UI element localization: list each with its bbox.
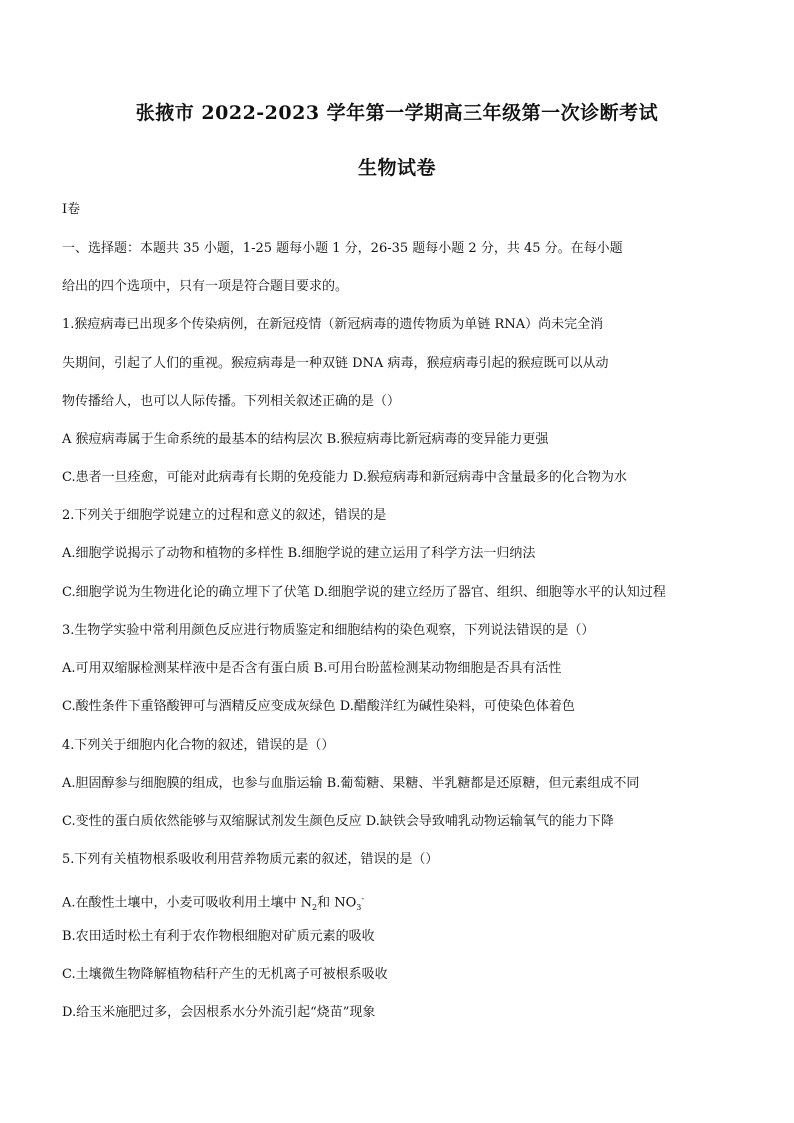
q5-option-c: C.土壤微生物降解植物秸秆产生的无机离子可被根系吸收 (62, 967, 388, 982)
q5-option-d: D.给玉米施肥过多，会因根系水分外流引起“烧苗”现象 (62, 1005, 376, 1020)
q4-stem: 4.下列关于细胞内化合物的叙述，错误的是（） (62, 738, 335, 753)
exam-title: 张掖市 2022-2023 学年第一学期高三年级第一次诊断考试 (135, 102, 659, 124)
q5-option-a-mid: 和 NO (317, 895, 357, 911)
q1-options-ab: A 猴痘病毒属于生命系统的最基本的结构层次 B.猴痘病毒比新冠病毒的变异能力更强 (62, 432, 549, 447)
q5-stem: 5.下列有关植物根系吸收利用营养物质元素的叙述，错误的是（） (62, 852, 439, 867)
q3-options-ab: A.可用双缩脲检测某样液中是否含有蛋白质 B.可用台盼蓝检测某动物细胞是否具有活性 (62, 661, 562, 676)
q1-stem-line2: 失期间，引起了人们的重视。猴痘病毒是一种双链 DNA 病毒，猴痘病毒引起的猴痘既可以从动 (62, 356, 609, 371)
q5-option-a-subscript-n2: 2 (312, 902, 318, 912)
q2-options-cd: C.细胞学说为生物进化论的确立埋下了伏笔 D.细胞学说的建立经历了器官、组织、细胞等水平的认知过程 (62, 585, 666, 600)
q3-stem: 3.生物学实验中常利用颜色反应进行物质鉴定和细胞结构的染色观察，下列说法错误的是（） (62, 623, 595, 638)
q1-stem-line3: 物传播给人，也可以人际传播。下列相关叙述正确的是（） (62, 394, 401, 409)
volume-label: I卷 (62, 202, 81, 217)
q5-option-b: B.农田适时松土有利于农作物根细胞对矿质元素的吸收 (62, 929, 375, 944)
section-instruction-line2: 给出的四个选项中，只有一项是符合题目要求的。 (62, 279, 349, 294)
q5-option-a (62, 890, 762, 917)
q4-options-cd: C.变性的蛋白质依然能够与双缩脲试剂发生颜色反应 D.缺铁会导致哺乳动物运输氧气的能力下降 (62, 814, 614, 829)
q1-stem-line1: 1.猴痘病毒已出现多个传染病例，在新冠疫情（新冠病毒的遗传物质为单链 RNA）尚未完全消 (62, 317, 604, 332)
q4-options-ab: A.胆固醇参与细胞膜的组成，也参与血脂运输 B.葡萄糖、果糖、半乳糖都是还原糖，但元素组成不同 (62, 776, 640, 791)
q2-stem: 2.下列关于细胞学说建立的过程和意义的叙述，错误的是 (62, 508, 387, 523)
q3-options-cd: C.酸性条件下重铬酸钾可与酒精反应变成灰绿色 D.醋酸洋红为碱性染料，可使染色体着色 (62, 699, 575, 714)
section-instruction-line1: 一、选择题：本题共 35 小题，1-25 题每小题 1 分，26-35 题每小题 2 分，共 45 分。在每小题 (62, 241, 623, 256)
q5-option-a-subscript-no3: 3 (356, 902, 362, 912)
q5-option-a-charge: - (361, 894, 365, 903)
exam-subtitle: 生物试卷 (357, 157, 436, 179)
q1-options-cd: C.患者一旦痊愈，可能对此病毒有长期的免疫能力 D.猴痘病毒和新冠病毒中含量最多的化合物为水 (62, 470, 627, 485)
q2-options-ab: A.细胞学说揭示了动物和植物的多样性 B.细胞学说的建立运用了科学方法一归纳法 (62, 546, 536, 561)
q5-option-a-text: A.在酸性土壤中，小麦可吸收利用土壤中 N (62, 895, 313, 911)
